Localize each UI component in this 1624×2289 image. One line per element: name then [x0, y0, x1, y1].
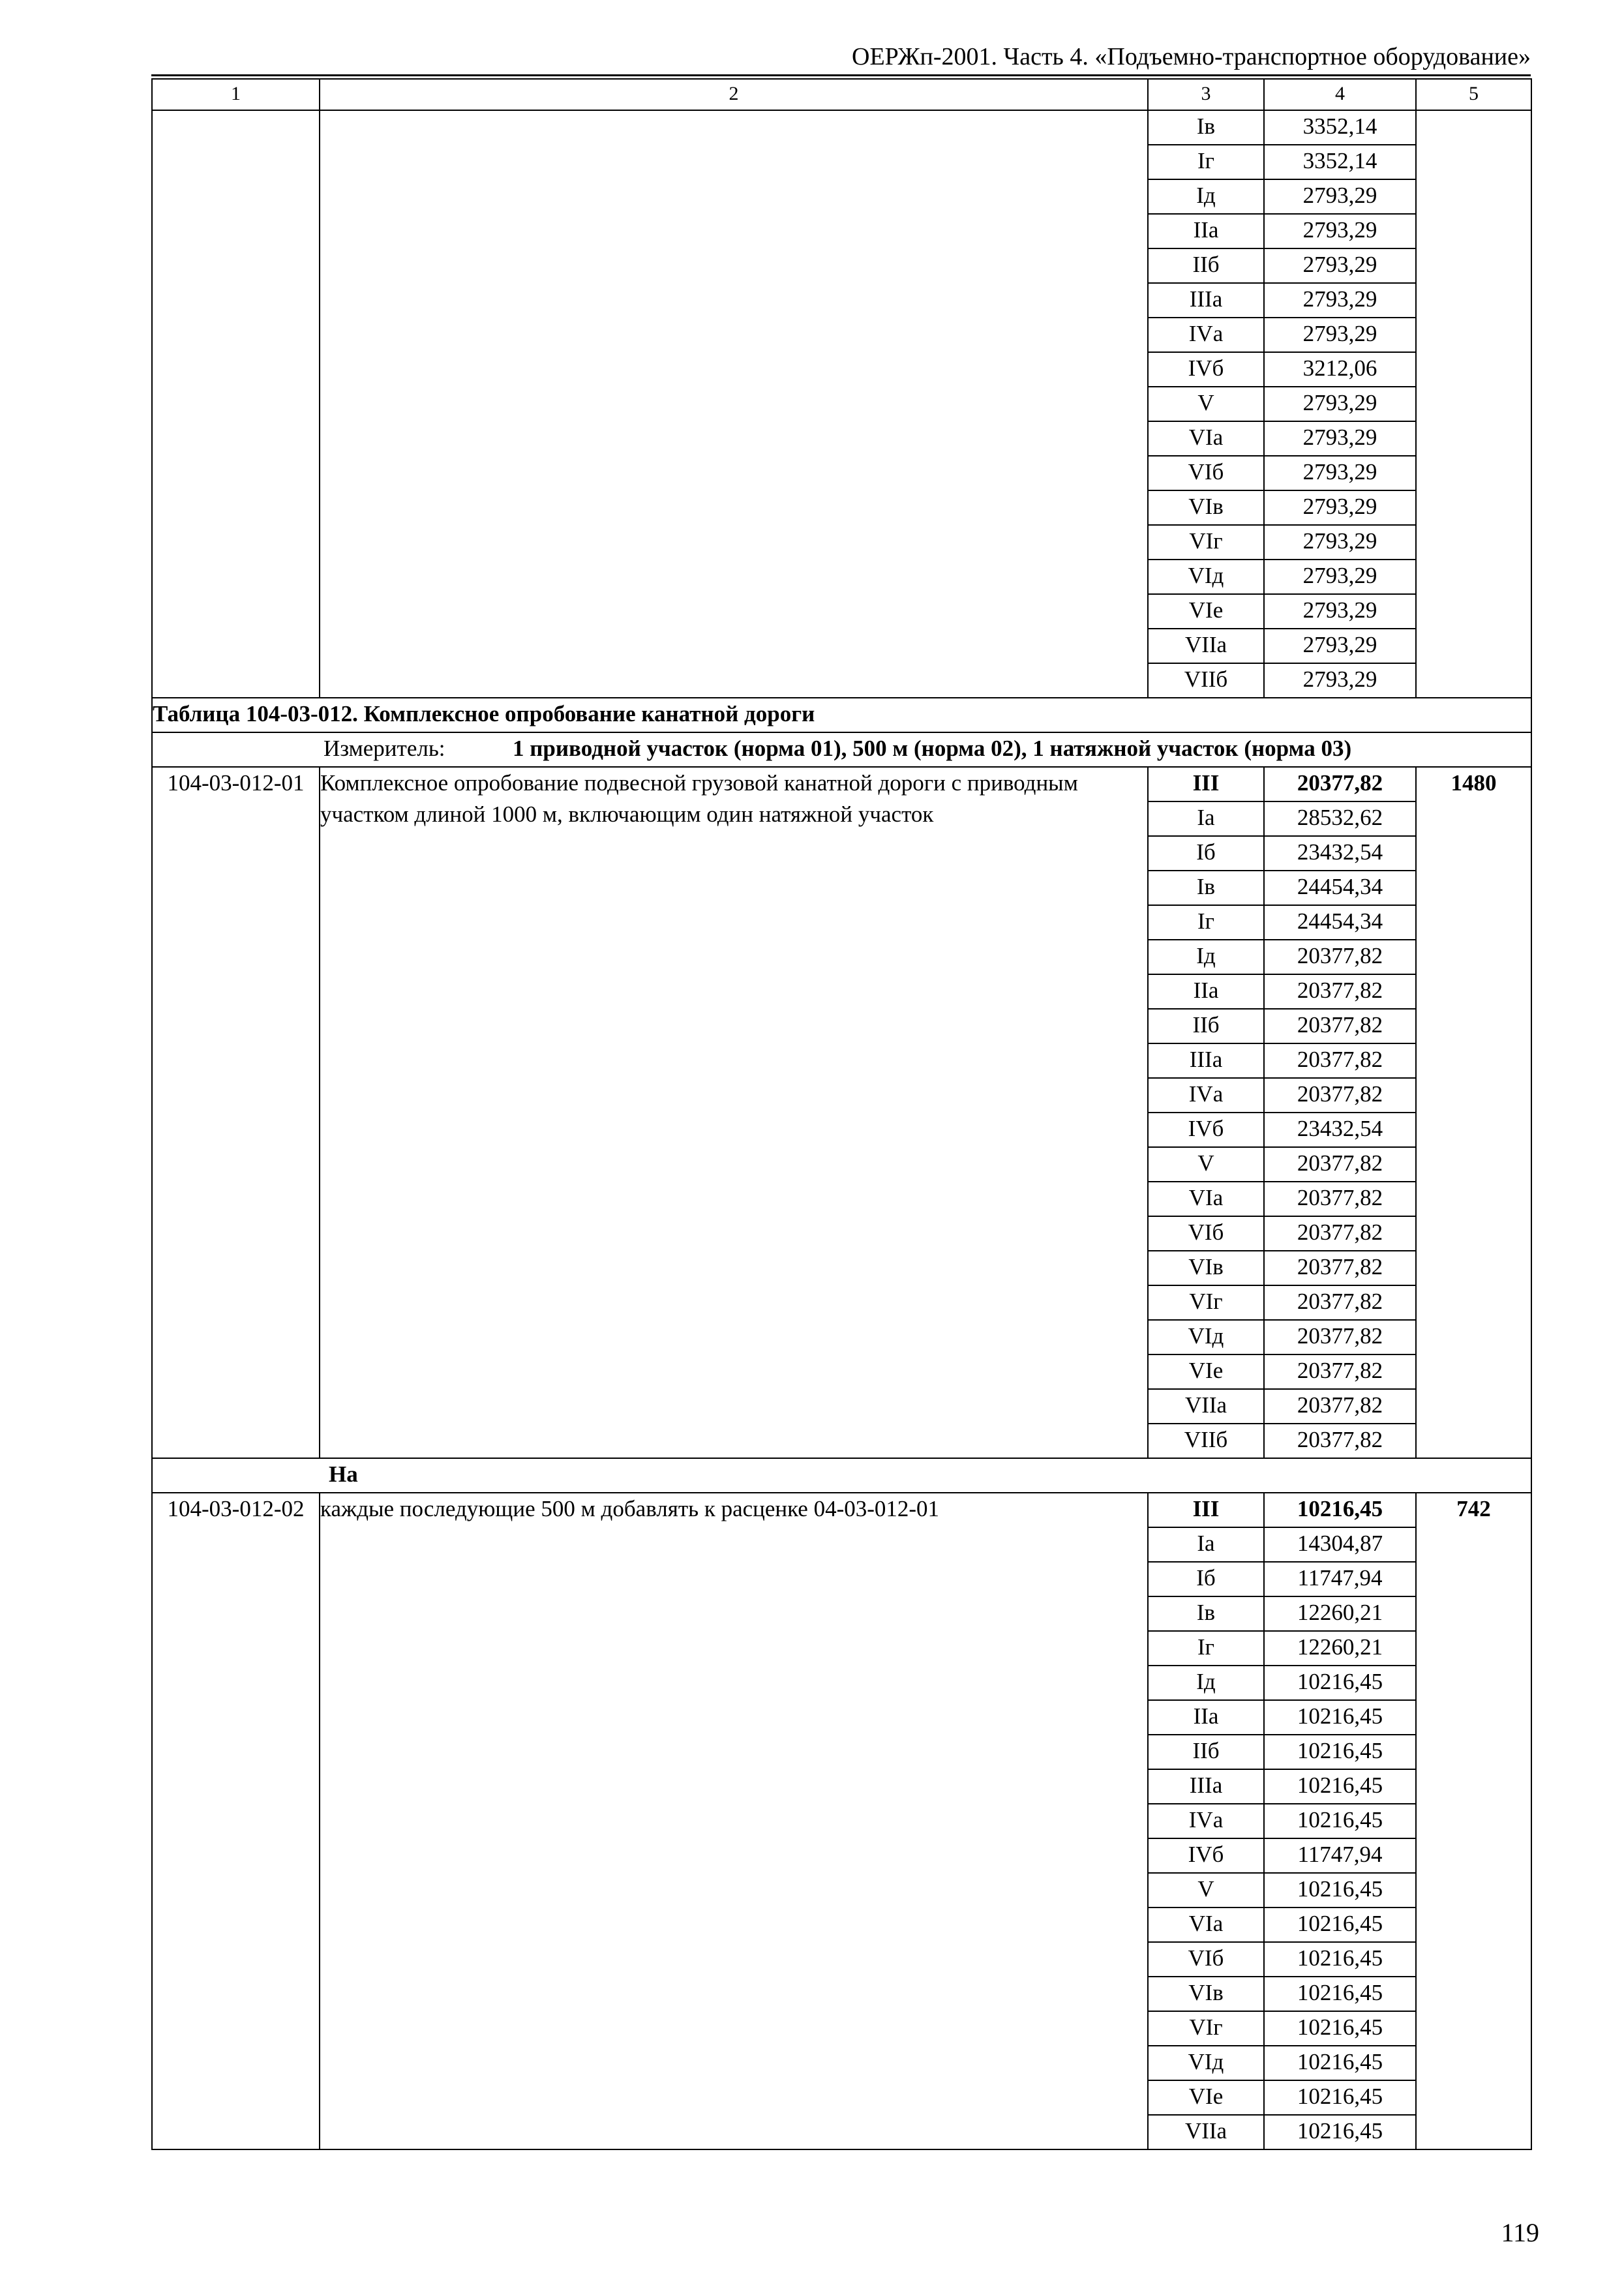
table-row: [152, 1493, 1531, 1527]
price-cell: 20377,82: [1264, 1078, 1416, 1113]
category-cell: Iб: [1148, 836, 1264, 871]
category-cell: VIIа: [1148, 1389, 1264, 1424]
preface-text: На: [329, 1461, 358, 1487]
wage-cell: [1416, 110, 1531, 698]
category-cell: IVа: [1148, 318, 1264, 352]
category-cell: VIг: [1148, 1285, 1264, 1320]
price-cell: 10216,45: [1264, 1804, 1416, 1838]
category-cell: IVб: [1148, 1838, 1264, 1873]
category-cell: Iб: [1148, 1562, 1264, 1596]
running-header: ОЕРЖп-2001. Часть 4. «Подъемно-транспортное оборудование»: [151, 39, 1531, 76]
category-cell: VIд: [1148, 2046, 1264, 2080]
category-cell: VIд: [1148, 1320, 1264, 1354]
price-cell: 10216,45: [1264, 1908, 1416, 1942]
price-cell: 10216,45: [1264, 2011, 1416, 2046]
price-cell: 20377,82: [1264, 1147, 1416, 1182]
rates-table: [151, 78, 1532, 2150]
category-cell: VIIб: [1148, 663, 1264, 698]
table-title-row: [152, 698, 1531, 732]
price-cell: 2793,29: [1264, 663, 1416, 698]
category-cell: VIIа: [1148, 2115, 1264, 2149]
price-cell: 20377,82: [1264, 1251, 1416, 1285]
price-cell: 12260,21: [1264, 1596, 1416, 1631]
category-cell: VIа: [1148, 1182, 1264, 1216]
code-cell: [152, 110, 320, 698]
price-cell: 10216,45: [1264, 1493, 1416, 1527]
description-cell: Комплексное опробование подвесной грузовой канатной дороги с приводным участком длиной 1000 м, включающим один натяжной участок: [320, 767, 1148, 1458]
column-number: 4: [1264, 79, 1416, 110]
price-cell: 2793,29: [1264, 283, 1416, 318]
category-cell: III: [1148, 767, 1264, 801]
category-cell: VIб: [1148, 1216, 1264, 1251]
price-cell: 2793,29: [1264, 525, 1416, 560]
price-cell: 20377,82: [1264, 767, 1416, 801]
table-row: [152, 110, 1531, 145]
price-cell: 11747,94: [1264, 1838, 1416, 1873]
category-cell: IIIа: [1148, 283, 1264, 318]
category-cell: IVа: [1148, 1078, 1264, 1113]
column-number: 3: [1148, 79, 1264, 110]
table-title: Таблица 104-03-012. Комплексное опробование канатной дороги: [152, 698, 1531, 732]
category-cell: VIв: [1148, 490, 1264, 525]
category-cell: Iг: [1148, 145, 1264, 179]
category-cell: VIд: [1148, 560, 1264, 594]
category-cell: VIIа: [1148, 629, 1264, 663]
category-cell: Iд: [1148, 940, 1264, 974]
category-cell: IIIа: [1148, 1769, 1264, 1804]
category-cell: III: [1148, 1493, 1264, 1527]
category-cell: IIб: [1148, 1735, 1264, 1769]
category-cell: VIг: [1148, 525, 1264, 560]
price-cell: 11747,94: [1264, 1562, 1416, 1596]
category-cell: V: [1148, 1873, 1264, 1908]
category-cell: IIб: [1148, 1009, 1264, 1043]
price-cell: 2793,29: [1264, 629, 1416, 663]
page-number: 119: [1501, 2218, 1539, 2247]
price-cell: 20377,82: [1264, 1389, 1416, 1424]
price-cell: 20377,82: [1264, 1009, 1416, 1043]
price-cell: 2793,29: [1264, 318, 1416, 352]
price-cell: 2793,29: [1264, 594, 1416, 629]
category-cell: Iв: [1148, 1596, 1264, 1631]
meter-cell: [152, 732, 1531, 767]
price-cell: 20377,82: [1264, 1216, 1416, 1251]
price-cell: 28532,62: [1264, 801, 1416, 836]
price-cell: 20377,82: [1264, 1285, 1416, 1320]
price-cell: 10216,45: [1264, 1666, 1416, 1700]
category-cell: V: [1148, 1147, 1264, 1182]
price-cell: 10216,45: [1264, 1700, 1416, 1735]
price-cell: 10216,45: [1264, 1735, 1416, 1769]
price-cell: 14304,87: [1264, 1527, 1416, 1562]
category-cell: VIа: [1148, 421, 1264, 456]
category-cell: VIг: [1148, 2011, 1264, 2046]
price-cell: 3352,14: [1264, 145, 1416, 179]
category-cell: IIIа: [1148, 1043, 1264, 1078]
price-cell: 12260,21: [1264, 1631, 1416, 1666]
category-cell: IIа: [1148, 214, 1264, 248]
price-cell: 10216,45: [1264, 1769, 1416, 1804]
category-cell: VIв: [1148, 1251, 1264, 1285]
price-cell: 2793,29: [1264, 560, 1416, 594]
price-cell: 24454,34: [1264, 871, 1416, 905]
category-cell: Iа: [1148, 801, 1264, 836]
price-cell: 20377,82: [1264, 1354, 1416, 1389]
table-row: [152, 767, 1531, 801]
category-cell: IVа: [1148, 1804, 1264, 1838]
description-cell: [320, 110, 1148, 698]
price-cell: 10216,45: [1264, 2046, 1416, 2080]
price-cell: 20377,82: [1264, 1043, 1416, 1078]
category-cell: V: [1148, 387, 1264, 421]
category-cell: Iг: [1148, 1631, 1264, 1666]
column-number: 2: [320, 79, 1148, 110]
price-cell: 20377,82: [1264, 1424, 1416, 1458]
column-number-row: [152, 79, 1531, 110]
category-cell: VIе: [1148, 2080, 1264, 2115]
category-cell: Iв: [1148, 871, 1264, 905]
price-cell: 10216,45: [1264, 1942, 1416, 1977]
price-cell: 20377,82: [1264, 940, 1416, 974]
wage-cell: 1480: [1416, 767, 1531, 1458]
price-cell: 23432,54: [1264, 1113, 1416, 1147]
price-cell: 2793,29: [1264, 490, 1416, 525]
category-cell: IVб: [1148, 1113, 1264, 1147]
preface-cell: [152, 1458, 1531, 1493]
price-cell: 10216,45: [1264, 1977, 1416, 2011]
category-cell: Iд: [1148, 179, 1264, 214]
price-cell: 2793,29: [1264, 387, 1416, 421]
code-cell: 104-03-012-01: [152, 767, 320, 1458]
meter-row: [152, 732, 1531, 767]
category-cell: IIа: [1148, 974, 1264, 1009]
description-cell: каждые последующие 500 м добавлять к расценке 04-03-012-01: [320, 1493, 1148, 2149]
category-cell: IVб: [1148, 352, 1264, 387]
price-cell: 3212,06: [1264, 352, 1416, 387]
price-cell: 10216,45: [1264, 1873, 1416, 1908]
column-number: 5: [1416, 79, 1531, 110]
category-cell: VIб: [1148, 456, 1264, 490]
category-cell: Iг: [1148, 905, 1264, 940]
category-cell: Iв: [1148, 110, 1264, 145]
price-cell: 2793,29: [1264, 214, 1416, 248]
category-cell: Iд: [1148, 1666, 1264, 1700]
price-cell: 10216,45: [1264, 2080, 1416, 2115]
category-cell: VIа: [1148, 1908, 1264, 1942]
column-number: 1: [152, 79, 320, 110]
category-cell: VIIб: [1148, 1424, 1264, 1458]
price-cell: 2793,29: [1264, 248, 1416, 283]
meter-label: Измеритель:: [323, 736, 445, 761]
price-cell: 23432,54: [1264, 836, 1416, 871]
category-cell: IIа: [1148, 1700, 1264, 1735]
category-cell: VIе: [1148, 1354, 1264, 1389]
code-cell: 104-03-012-02: [152, 1493, 320, 2149]
price-cell: 2793,29: [1264, 456, 1416, 490]
category-cell: VIб: [1148, 1942, 1264, 1977]
price-cell: 3352,14: [1264, 110, 1416, 145]
price-cell: 10216,45: [1264, 2115, 1416, 2149]
wage-cell: 742: [1416, 1493, 1531, 2149]
category-cell: IIб: [1148, 248, 1264, 283]
meter-text: 1 приводной участок (норма 01), 500 м (норма 02), 1 натяжной участок (норма 03): [513, 736, 1352, 761]
price-cell: 2793,29: [1264, 179, 1416, 214]
price-cell: 20377,82: [1264, 1182, 1416, 1216]
price-cell: 2793,29: [1264, 421, 1416, 456]
category-cell: VIв: [1148, 1977, 1264, 2011]
category-cell: VIе: [1148, 594, 1264, 629]
preface-row: [152, 1458, 1531, 1493]
price-cell: 20377,82: [1264, 974, 1416, 1009]
category-cell: Iа: [1148, 1527, 1264, 1562]
price-cell: 20377,82: [1264, 1320, 1416, 1354]
price-cell: 24454,34: [1264, 905, 1416, 940]
